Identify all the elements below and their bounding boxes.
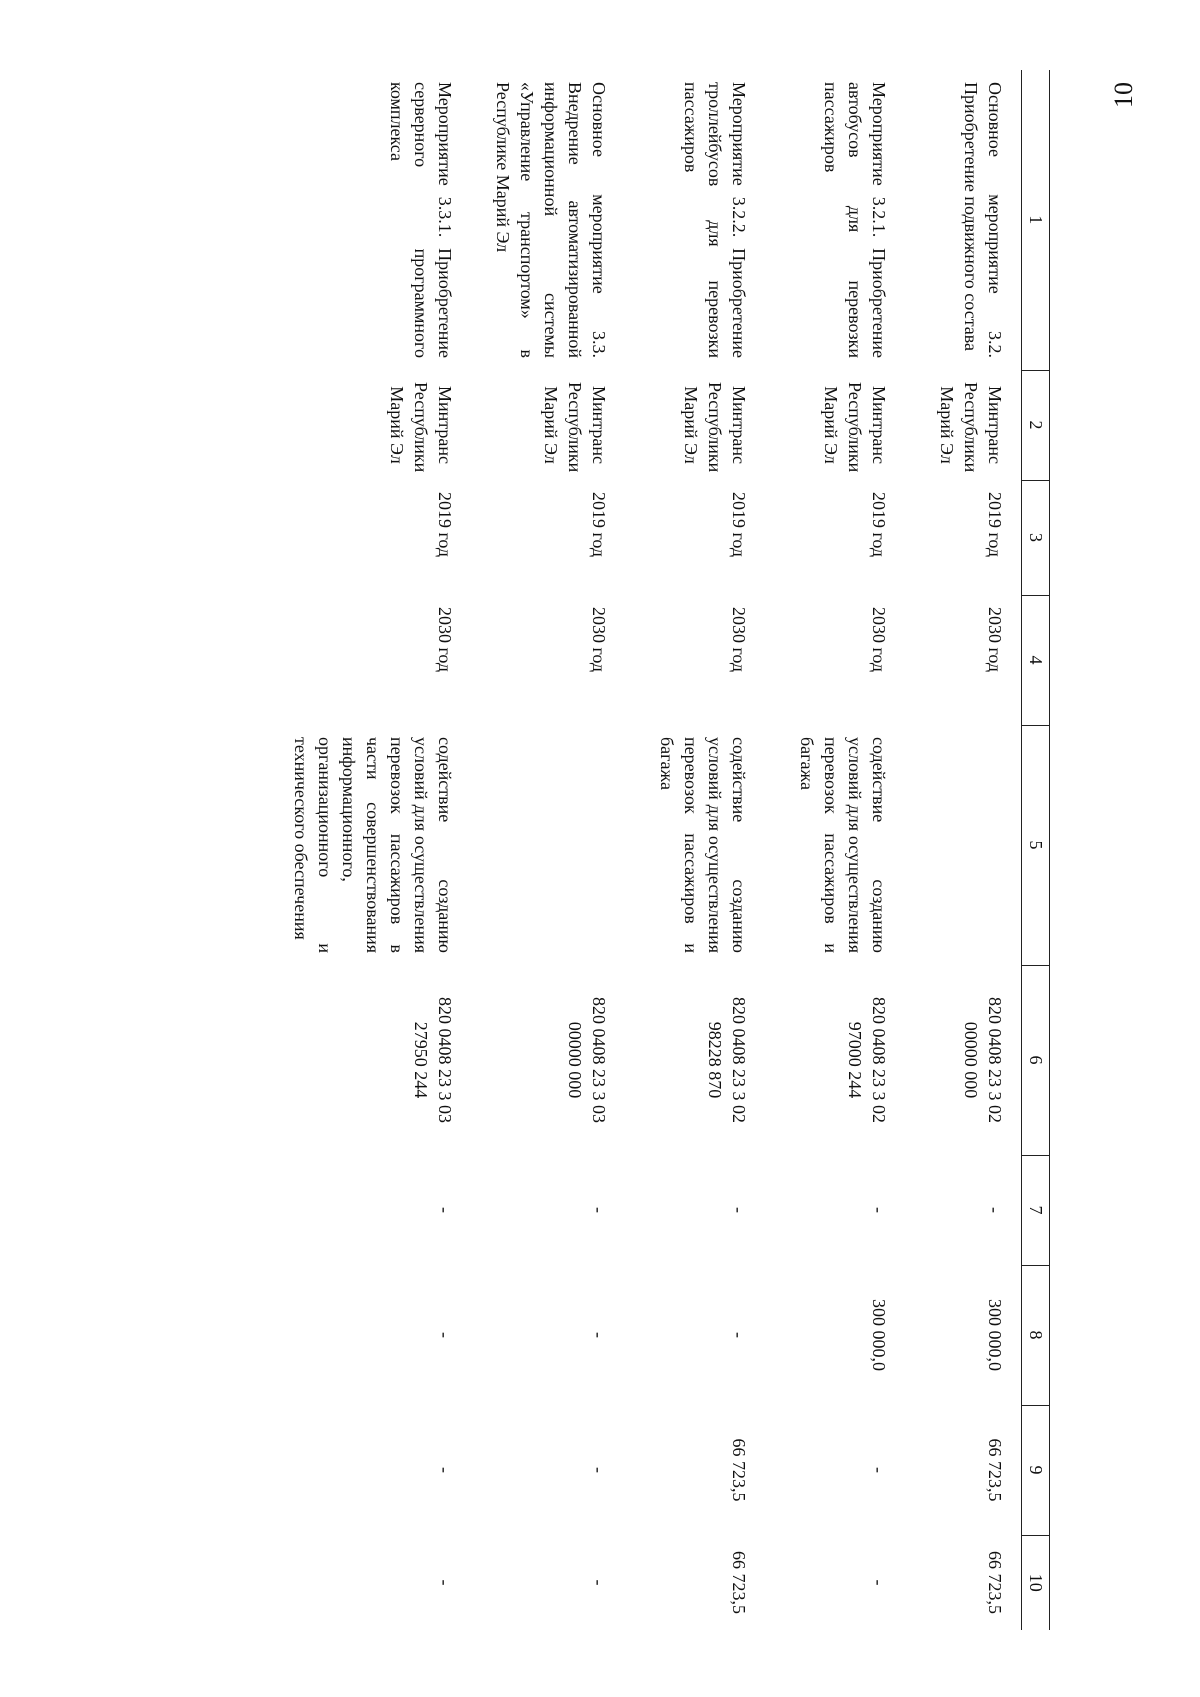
table-body	[233, 70, 1022, 1630]
end-year-cell: 2030 год	[729, 607, 749, 673]
table-row	[625, 70, 765, 1630]
end-year-cell: 2030 год	[435, 607, 455, 673]
page-number: 10	[1109, 82, 1138, 108]
table-header	[1022, 70, 1050, 1630]
value-col7-cell: -	[589, 1207, 609, 1213]
executor-cell: Минтранс Республики Марий Эл	[937, 382, 1005, 473]
column-header-10: 10	[1022, 1535, 1050, 1630]
value-col7-cell: -	[729, 1207, 749, 1213]
executor-cell: Минтранс Республики Марий Эл	[821, 382, 889, 473]
value-col8-cell: -	[589, 1332, 609, 1338]
budget-code-cell: 820 0408 23 3 03 27950 244	[411, 997, 455, 1123]
start-year-cell: 2019 год	[985, 492, 1005, 558]
budget-code-cell: 820 0408 23 3 02 97000 244	[845, 997, 889, 1123]
value-col7-cell: -	[435, 1207, 455, 1213]
event-name-cell: Мероприятие 3.2.1. Приобретение автобусов для перевозки пассажиров	[821, 82, 889, 358]
budget-code-cell: 820 0408 23 3 02 98228 870	[705, 997, 749, 1123]
budget-code-cell: 820 0408 23 3 03 00000 000	[565, 997, 609, 1123]
column-header-7: 7	[1022, 1155, 1050, 1265]
program-events-table	[233, 70, 1050, 1630]
result-cell	[471, 725, 625, 965]
value-col10-cell: 66 723,5	[729, 1551, 749, 1614]
value-col10-cell: -	[869, 1579, 889, 1586]
header-row	[1022, 70, 1050, 1630]
column-header-5: 5	[1022, 725, 1050, 965]
start-year-cell: 2019 год	[589, 492, 609, 558]
table-row	[233, 70, 471, 1630]
column-header-1: 1	[1022, 70, 1050, 370]
value-col10-cell: -	[435, 1579, 455, 1586]
executor-cell: Минтранс Республики Марий Эл	[681, 382, 749, 473]
value-col10-cell: -	[589, 1579, 609, 1586]
column-header-3: 3	[1022, 480, 1050, 595]
table-row	[765, 70, 905, 1630]
value-col9-cell: -	[435, 1467, 455, 1473]
value-col8-cell: 300 000,0	[869, 1299, 889, 1371]
result-cell	[905, 725, 1022, 965]
event-name-cell: Мероприятие 3.3.1. Приобретение серверного программного комплекса	[387, 82, 455, 358]
value-col9-cell: -	[869, 1467, 889, 1473]
value-col8-cell: -	[729, 1332, 749, 1338]
executor-cell: Минтранс Республики Марий Эл	[387, 382, 455, 473]
table-row	[471, 70, 625, 1630]
result-cell: содействие созданию условий для осуществления перевозок пассажиров в части совершенствования информационного, организационного и технического обеспечения	[291, 737, 455, 953]
value-col10-cell: 66 723,5	[985, 1551, 1005, 1614]
executor-cell: Минтранс Республики Марий Эл	[541, 382, 609, 473]
budget-code-cell: 820 0408 23 3 02 00000 000	[961, 997, 1005, 1123]
event-name-cell: Основное мероприятие 3.2. Приобретение подвижного состава	[961, 82, 1005, 358]
table-row	[905, 70, 1022, 1630]
column-header-6: 6	[1022, 965, 1050, 1155]
column-header-2: 2	[1022, 370, 1050, 480]
rotated-table-container	[190, 70, 1050, 1630]
start-year-cell: 2019 год	[729, 492, 749, 558]
value-col9-cell: 66 723,5	[729, 1438, 749, 1502]
column-header-4: 4	[1022, 595, 1050, 725]
event-name-cell: Основное мероприятие 3.3. Внедрение автоматизированной информационной системы «Управление транспортом» в Республике Марий Эл	[493, 82, 609, 358]
value-col8-cell: -	[435, 1332, 455, 1338]
event-name-cell: Мероприятие 3.2.2. Приобретение троллейбусов для перевозки пассажиров	[681, 82, 749, 358]
value-col8-cell: 300 000,0	[985, 1299, 1005, 1371]
end-year-cell: 2030 год	[869, 607, 889, 673]
end-year-cell: 2030 год	[589, 607, 609, 673]
result-cell: содействие созданию условий для осуществления перевозок пассажиров и багажа	[657, 737, 749, 953]
result-cell: содействие созданию условий для осуществления перевозок пассажиров и багажа	[797, 737, 889, 953]
value-col7-cell: -	[985, 1207, 1005, 1213]
value-col7-cell: -	[869, 1207, 889, 1213]
value-col9-cell: 66 723,5	[985, 1438, 1005, 1502]
column-header-8: 8	[1022, 1265, 1050, 1405]
end-year-cell: 2030 год	[985, 607, 1005, 673]
start-year-cell: 2019 год	[435, 492, 455, 558]
value-col9-cell: -	[589, 1467, 609, 1473]
column-header-9: 9	[1022, 1405, 1050, 1535]
start-year-cell: 2019 год	[869, 492, 889, 558]
